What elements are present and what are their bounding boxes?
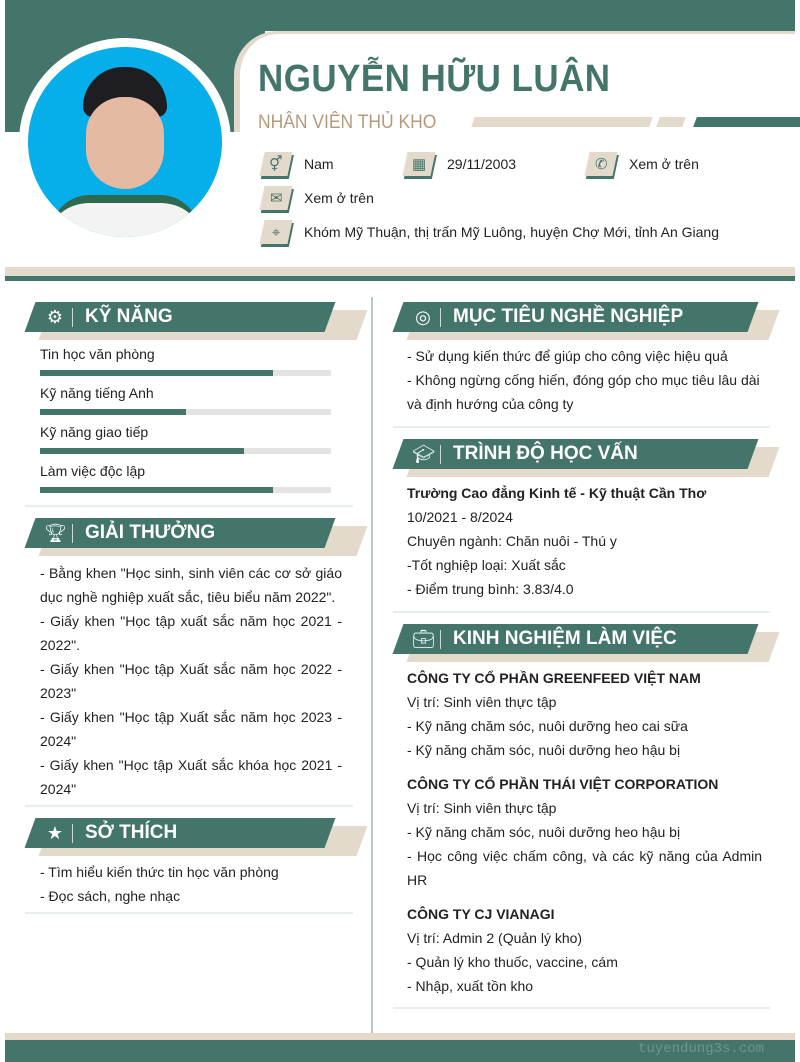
contact-phone	[587, 152, 699, 176]
hobbies-list	[40, 860, 342, 908]
contact-email	[262, 186, 374, 210]
job-line: - Nhập, xuất tồn kho	[407, 978, 534, 994]
calendar-icon: ▦	[402, 152, 435, 176]
section-title: TRÌNH ĐỘ HỌC VẤN	[453, 443, 638, 464]
award-item: - Giấy khen "Học tập Xuất sắc khóa học 2021 - 2024"	[40, 757, 342, 797]
divider	[393, 611, 770, 613]
school-name: Trường Cao đẳng Kinh tế - Kỹ thuật Cần Thơ	[407, 485, 707, 501]
education-line: Chuyên ngành: Chăn nuôi - Thú y	[407, 533, 617, 549]
skill-bar	[40, 409, 331, 415]
job-line: - Kỹ năng chăm sóc, nuôi dưỡng heo hậu bị	[407, 824, 681, 840]
trophy-icon: 🏆︎	[44, 523, 67, 543]
gender-text: Nam	[304, 156, 334, 172]
decor-stripe	[693, 117, 800, 127]
briefcase-icon: 💼︎	[412, 629, 435, 649]
email-text: Xem ở trên	[304, 190, 374, 206]
objective-item: - Sử dụng kiến thức để giúp cho công việc hiệu quả	[407, 348, 728, 364]
education-line: 10/2021 - 8/2024	[407, 509, 513, 525]
footer-stripe	[5, 1033, 795, 1040]
job-line: - Kỹ năng chăm sóc, nuôi dưỡng heo cai sữa	[407, 718, 688, 734]
divider	[393, 1007, 770, 1009]
skill-bar	[40, 448, 331, 454]
experience-list	[407, 666, 762, 998]
objective-list	[407, 344, 762, 416]
candidate-name: NGUYỄN HỮU LUÂN	[258, 58, 611, 100]
award-item: - Bằng khen "Học sinh, sinh viên các cơ sở giáo dục nghề nghiệp xuất sắc, tiêu biểu năm 2022".	[40, 565, 342, 605]
gender-icon: ⚥	[259, 152, 292, 176]
location-pin-icon: ⌖	[259, 220, 292, 244]
education-line: - Điểm trung bình: 3.83/4.0	[407, 581, 574, 597]
skill-label: Kỹ năng tiếng Anh	[40, 385, 154, 401]
hobby-item: - Tìm hiểu kiến thức tin học văn phòng	[40, 864, 279, 880]
divider	[393, 426, 770, 428]
award-item: - Giấy khen "Học tập xuất sắc năm học 2021 - 2022".	[40, 613, 342, 653]
phone-text: Xem ở trên	[629, 156, 699, 172]
award-item: - Giấy khen "Học tập Xuất sắc năm học 2023 - 2024"	[40, 709, 342, 749]
divider	[25, 505, 353, 507]
awards-list	[40, 561, 342, 801]
job-line: Vị trí: Admin 2 (Quản lý kho)	[407, 930, 583, 946]
watermark: tuyendung3s.com	[638, 1041, 765, 1057]
graduation-cap-icon: 🎓︎	[412, 444, 435, 464]
section-title: SỞ THÍCH	[85, 822, 178, 843]
section-title: KỸ NĂNG	[85, 306, 173, 327]
contact-address	[262, 220, 719, 244]
skill-bar-fill	[40, 448, 244, 454]
skill-bar-fill	[40, 487, 273, 493]
target-icon: ◎	[415, 307, 431, 327]
hobby-item: - Đọc sách, nghe nhạc	[40, 888, 181, 904]
skill-label: Kỹ năng giao tiếp	[40, 424, 149, 440]
column-divider	[371, 297, 373, 1037]
job-line: - Kỹ năng chăm sóc, nuôi dưỡng heo hậu bị	[407, 742, 681, 758]
education-details	[407, 481, 762, 601]
skill-bar	[40, 370, 331, 376]
skill-bar	[40, 487, 331, 493]
decor-stripe	[656, 117, 686, 127]
skill-bar-fill	[40, 370, 273, 376]
decor-stripe	[471, 117, 653, 127]
section-title: KINH NGHIỆM LÀM VIỆC	[453, 628, 677, 649]
star-icon: ★	[46, 823, 64, 843]
job-line: - Học công việc chấm công, và các kỹ năng của Admin HR	[407, 848, 762, 888]
contact-birthday	[405, 152, 516, 176]
company-name: CÔNG TY CỔ PHẦN THÁI VIỆT CORPORATION	[407, 776, 719, 792]
birthday-text: 29/11/2003	[447, 156, 517, 172]
skill-label: Tin học văn phòng	[40, 346, 155, 362]
job-title: NHÂN VIÊN THỦ KHO	[258, 112, 437, 133]
skill-bar-fill	[40, 409, 186, 415]
divider	[25, 805, 353, 807]
envelope-icon: ✉	[259, 186, 292, 210]
company-name: CÔNG TY CJ VIANAGI	[407, 906, 555, 922]
education-line: -Tốt nghiệp loại: Xuất sắc	[407, 557, 566, 573]
job-line: Vị trí: Sinh viên thực tập	[407, 800, 557, 816]
header-divider	[5, 267, 795, 276]
company-name: CÔNG TY CỔ PHẦN GREENFEED VIỆT NAM	[407, 670, 701, 686]
job-line: - Quản lý kho thuốc, vaccine, cám	[407, 954, 618, 970]
phone-icon: ✆	[584, 152, 617, 176]
award-item: - Giấy khen "Học tập Xuất sắc năm học 2022 - 2023"	[40, 661, 342, 701]
section-title: GIẢI THƯỞNG	[85, 522, 216, 543]
section-title: MỤC TIÊU NGHỀ NGHIỆP	[453, 306, 684, 327]
job-line: Vị trí: Sinh viên thực tập	[407, 694, 557, 710]
avatar	[19, 38, 231, 246]
contact-gender	[262, 152, 334, 176]
gear-icon: ⚙	[46, 307, 64, 327]
divider	[25, 912, 353, 914]
address-text: Khóm Mỹ Thuận, thị trấn Mỹ Luông, huyện Chợ Mới, tỉnh An Giang	[304, 224, 719, 240]
skill-label: Làm việc độc lập	[40, 463, 146, 479]
header-divider	[5, 276, 795, 281]
objective-item: - Không ngừng cống hiến, đóng góp cho mục tiêu lâu dài và định hướng của công ty	[407, 372, 760, 412]
